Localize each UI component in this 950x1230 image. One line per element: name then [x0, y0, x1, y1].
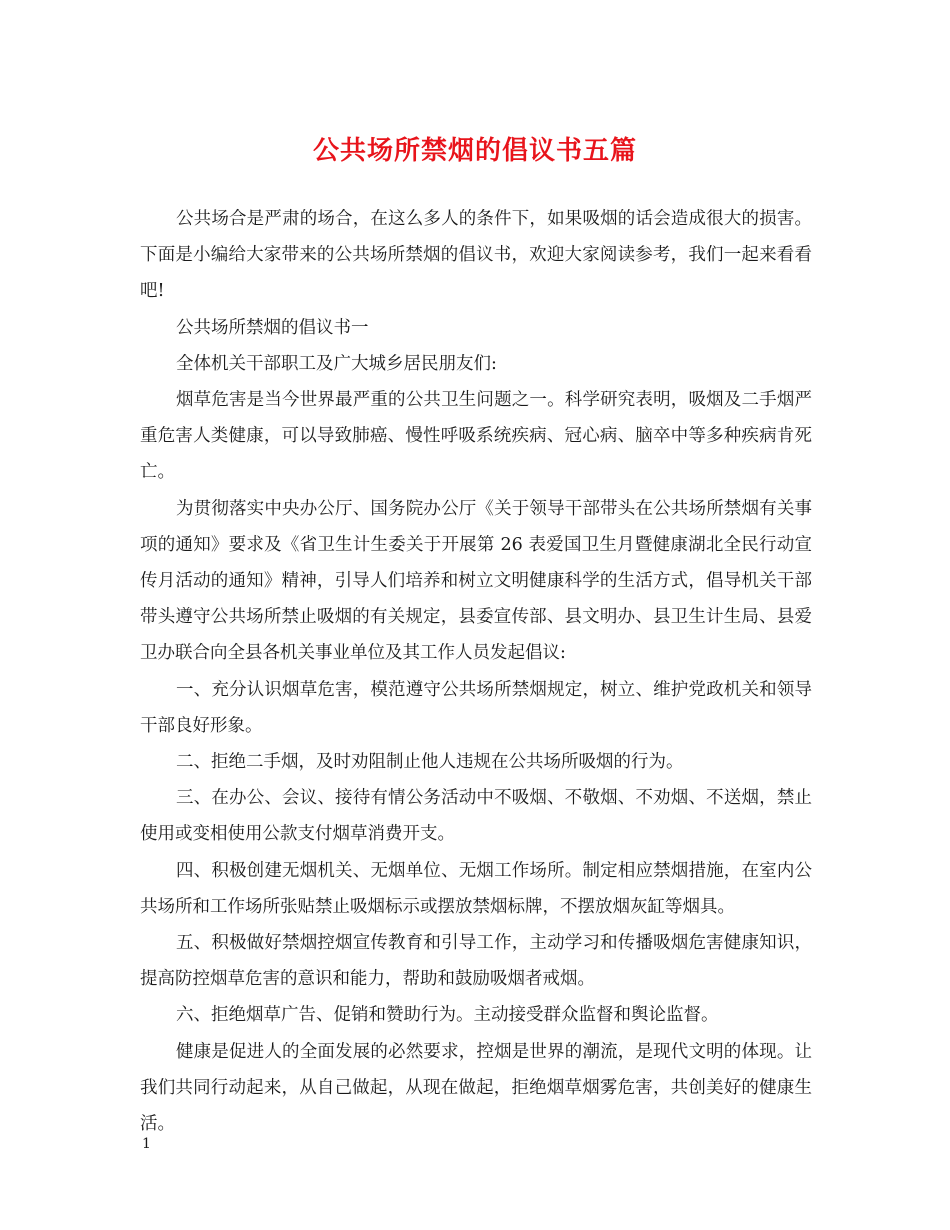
paragraph-item-6: 六、拒绝烟草广告、促销和赞助行为。主动接受群众监督和舆论监督。: [176, 1005, 719, 1026]
paragraph-section-heading: 公共场所禁烟的倡议书一: [176, 317, 369, 338]
paragraph-tobacco-harm: 烟草危害是当今世界最严重的公共卫生问题之一。科学研究表明，吸烟及二手烟严重危害人类健康，可以导致肺癌、慢性呼吸系统疾病、冠心病、脑卒中等多种疾病肯死亡。: [140, 390, 812, 483]
document-title: 公共场所禁烟的倡议书五篇: [312, 136, 637, 166]
paragraph-salutation: 全体机关干部职工及广大城乡居民朋友们:: [176, 353, 497, 374]
paragraph-conclusion: 健康是促进人的全面发展的必然要求，控烟是世界的潮流，是现代文明的体现。让我们共同行动起来，从自己做起，从现在做起，拒绝烟草烟雾危害，共创美好的健康生活。: [140, 1041, 812, 1135]
paragraph-item-5: 五、积极做好禁烟控烟宣传教育和引导工作，主动学习和传播吸烟危害健康知识，提高防控烟草危害的意识和能力，帮助和鼓励吸烟者戒烟。: [140, 933, 812, 990]
document-body: [140, 201, 812, 1142]
paragraph-item-1: 一、充分认识烟草危害，模范遵守公共场所禁烟规定，树立、维护党政机关和领导干部良好形象。: [140, 679, 812, 736]
paragraph-background: 为贯彻落实中央办公厅、国务院办公厅《关于领导干部带头在公共场所禁烟有关事项的通知》要求及《省卫生计生委关于开展第 26 表爱国卫生月暨健康湖北全民行动宣传月活动的通知》精神，引导人们培养和树立文明健康科学的生活方式，倡导机关干部带头遵守公共场所禁止吸烟的有关规定，县委宣传部、县文明办、县卫生计生局、县爱卫办联合向全县各机关事业单位及其工作人员发起倡议:: [140, 498, 812, 664]
paragraph-item-3: 三、在办公、会议、接待有情公务活动中不吸烟、不敬烟、不劝烟、不送烟，禁止使用或变相使用公款支付烟草消费开支。: [140, 788, 812, 845]
paragraph-intro: 公共场合是严肃的场合，在这么多人的条件下，如果吸烟的话会造成很大的损害。下面是小编给大家带来的公共场所禁烟的倡议书，欢迎大家阅读参考，我们一起来看看吧!: [140, 209, 812, 302]
page-number: 1: [142, 1136, 151, 1152]
paragraph-item-2: 二、拒绝二手烟，及时劝阻制止他人违规在公共场所吸烟的行为。: [176, 752, 684, 773]
paragraph-item-4: 四、积极创建无烟机关、无烟单位、无烟工作场所。制定相应禁烟措施，在室内公共场所和工作场所张贴禁止吸烟标示或摆放禁烟标牌，不摆放烟灰缸等烟具。: [140, 860, 812, 917]
